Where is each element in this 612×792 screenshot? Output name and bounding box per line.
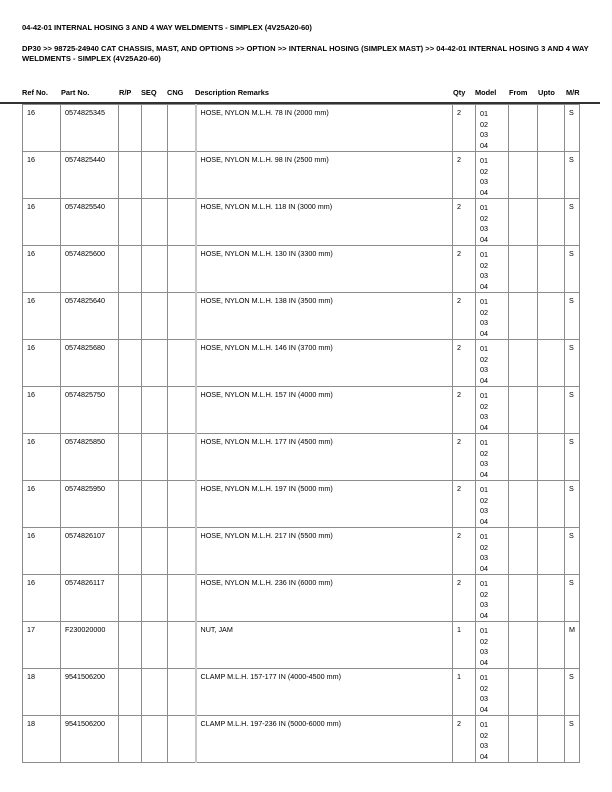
model-code: 04 bbox=[480, 187, 488, 197]
part-no-cell: 0574825640 bbox=[61, 293, 119, 340]
cng-cell bbox=[168, 622, 196, 669]
table-row bbox=[23, 716, 580, 763]
rp-cell bbox=[119, 105, 142, 152]
model-code: 01 bbox=[480, 297, 488, 306]
rp-cell bbox=[119, 199, 142, 246]
description-text: HOSE, NYLON M.L.H. 217 IN (5500 mm) bbox=[200, 531, 333, 540]
part-no-cell: 0574826107 bbox=[61, 528, 119, 575]
from-cell bbox=[509, 105, 538, 152]
rp-cell bbox=[119, 575, 142, 622]
model-code: 02 bbox=[480, 354, 488, 364]
model-cell bbox=[476, 340, 509, 387]
description-text: HOSE, NYLON M.L.H. 118 IN (3000 mm) bbox=[200, 202, 333, 211]
description-text: HOSE, NYLON M.L.H. 98 IN (2500 mm) bbox=[200, 155, 329, 164]
model-code: 03 bbox=[480, 365, 488, 374]
model-code: 04 bbox=[480, 751, 488, 761]
qty-cell: 2 bbox=[453, 152, 476, 199]
page-title: 04-42-01 INTERNAL HOSING 3 AND 4 WAY WELDMENTS - SIMPLEX (4V25A20-60) bbox=[22, 23, 312, 32]
model-code: 02 bbox=[480, 589, 488, 599]
ref-no-cell: 16 bbox=[23, 387, 61, 434]
description-cell bbox=[196, 481, 453, 528]
model-cell bbox=[476, 622, 509, 669]
model-cell bbox=[476, 716, 509, 763]
table-row bbox=[23, 575, 580, 622]
rp-cell bbox=[119, 669, 142, 716]
from-cell bbox=[509, 387, 538, 434]
table-row bbox=[23, 340, 580, 387]
cng-cell bbox=[168, 199, 196, 246]
model-code: 02 bbox=[480, 683, 488, 693]
from-cell bbox=[509, 669, 538, 716]
cng-cell bbox=[168, 105, 196, 152]
mr-cell: M bbox=[565, 622, 580, 669]
qty-cell: 2 bbox=[453, 199, 476, 246]
table-row bbox=[23, 152, 580, 199]
model-code: 01 bbox=[480, 156, 488, 165]
model-code: 03 bbox=[480, 318, 488, 327]
rp-cell bbox=[119, 716, 142, 763]
model-code: 01 bbox=[480, 438, 488, 447]
part-no-cell: 9541506200 bbox=[61, 669, 119, 716]
upto-cell bbox=[538, 481, 565, 528]
model-cell bbox=[476, 434, 509, 481]
table-row bbox=[23, 434, 580, 481]
model-code: 04 bbox=[480, 704, 488, 714]
upto-cell bbox=[538, 622, 565, 669]
model-cell bbox=[476, 105, 509, 152]
rp-cell bbox=[119, 434, 142, 481]
seq-cell bbox=[142, 434, 168, 481]
mr-cell: S bbox=[565, 481, 580, 528]
seq-cell bbox=[142, 481, 168, 528]
model-code: 04 bbox=[480, 657, 488, 667]
description-cell bbox=[196, 716, 453, 763]
upto-cell bbox=[538, 575, 565, 622]
model-code: 02 bbox=[480, 119, 488, 129]
model-code: 01 bbox=[480, 344, 488, 353]
mr-cell: S bbox=[565, 387, 580, 434]
description-text: HOSE, NYLON M.L.H. 197 IN (5000 mm) bbox=[200, 484, 333, 493]
seq-cell bbox=[142, 716, 168, 763]
upto-cell bbox=[538, 152, 565, 199]
model-code: 03 bbox=[480, 694, 488, 703]
model-code: 01 bbox=[480, 485, 488, 494]
upto-cell bbox=[538, 669, 565, 716]
qty-cell: 2 bbox=[453, 105, 476, 152]
from-cell bbox=[509, 293, 538, 340]
model-code: 02 bbox=[480, 260, 488, 270]
model-code: 04 bbox=[480, 328, 488, 338]
part-no-cell: 0574826117 bbox=[61, 575, 119, 622]
from-cell bbox=[509, 481, 538, 528]
description-cell bbox=[196, 528, 453, 575]
model-code: 03 bbox=[480, 130, 488, 139]
part-no-cell: 0574825850 bbox=[61, 434, 119, 481]
header-upto: Upto bbox=[538, 88, 555, 97]
model-code: 04 bbox=[480, 516, 488, 526]
qty-cell: 2 bbox=[453, 716, 476, 763]
model-code: 02 bbox=[480, 448, 488, 458]
model-code: 03 bbox=[480, 224, 488, 233]
part-no-cell: 0574825680 bbox=[61, 340, 119, 387]
header-rp: R/P bbox=[119, 88, 132, 97]
model-code: 04 bbox=[480, 610, 488, 620]
model-code: 03 bbox=[480, 553, 488, 562]
cng-cell bbox=[168, 293, 196, 340]
seq-cell bbox=[142, 246, 168, 293]
model-cell bbox=[476, 246, 509, 293]
description-cell bbox=[196, 199, 453, 246]
model-code: 01 bbox=[480, 673, 488, 682]
model-code: 03 bbox=[480, 459, 488, 468]
rp-cell bbox=[119, 481, 142, 528]
description-text: HOSE, NYLON M.L.H. 138 IN (3500 mm) bbox=[200, 296, 333, 305]
description-text: HOSE, NYLON M.L.H. 157 IN (4000 mm) bbox=[200, 390, 333, 399]
description-cell bbox=[196, 293, 453, 340]
model-code: 02 bbox=[480, 213, 488, 223]
model-code: 03 bbox=[480, 271, 488, 280]
rp-cell bbox=[119, 340, 142, 387]
qty-cell: 2 bbox=[453, 293, 476, 340]
mr-cell: S bbox=[565, 716, 580, 763]
model-code: 01 bbox=[480, 250, 488, 259]
model-code: 02 bbox=[480, 730, 488, 740]
description-text: HOSE, NYLON M.L.H. 130 IN (3300 mm) bbox=[200, 249, 333, 258]
mr-cell: S bbox=[565, 340, 580, 387]
description-cell bbox=[196, 622, 453, 669]
qty-cell: 2 bbox=[453, 340, 476, 387]
upto-cell bbox=[538, 199, 565, 246]
model-code: 04 bbox=[480, 140, 488, 150]
qty-cell: 2 bbox=[453, 387, 476, 434]
model-code: 02 bbox=[480, 401, 488, 411]
ref-no-cell: 16 bbox=[23, 434, 61, 481]
part-no-cell: 0574825440 bbox=[61, 152, 119, 199]
from-cell bbox=[509, 716, 538, 763]
seq-cell bbox=[142, 387, 168, 434]
description-cell bbox=[196, 669, 453, 716]
parts-table bbox=[22, 104, 580, 763]
table-row bbox=[23, 105, 580, 152]
header-description: Description Remarks bbox=[195, 88, 269, 97]
from-cell bbox=[509, 152, 538, 199]
header-ref-no: Ref No. bbox=[22, 88, 48, 97]
description-text: HOSE, NYLON M.L.H. 78 IN (2000 mm) bbox=[200, 108, 329, 117]
upto-cell bbox=[538, 528, 565, 575]
rp-cell bbox=[119, 528, 142, 575]
model-code: 02 bbox=[480, 307, 488, 317]
upto-cell bbox=[538, 387, 565, 434]
model-code: 01 bbox=[480, 579, 488, 588]
part-no-cell: 0574825600 bbox=[61, 246, 119, 293]
rp-cell bbox=[119, 246, 142, 293]
rp-cell bbox=[119, 387, 142, 434]
part-no-cell: 0574825540 bbox=[61, 199, 119, 246]
rp-cell bbox=[119, 152, 142, 199]
part-no-cell: 0574825750 bbox=[61, 387, 119, 434]
seq-cell bbox=[142, 340, 168, 387]
description-cell bbox=[196, 340, 453, 387]
ref-no-cell: 16 bbox=[23, 575, 61, 622]
ref-no-cell: 16 bbox=[23, 528, 61, 575]
ref-no-cell: 17 bbox=[23, 622, 61, 669]
model-code: 04 bbox=[480, 234, 488, 244]
cng-cell bbox=[168, 152, 196, 199]
part-no-cell: 0574825345 bbox=[61, 105, 119, 152]
qty-cell: 2 bbox=[453, 434, 476, 481]
mr-cell: S bbox=[565, 528, 580, 575]
cng-cell bbox=[168, 246, 196, 293]
from-cell bbox=[509, 622, 538, 669]
table-row bbox=[23, 293, 580, 340]
qty-cell: 2 bbox=[453, 246, 476, 293]
model-code: 01 bbox=[480, 720, 488, 729]
model-cell bbox=[476, 528, 509, 575]
qty-cell: 2 bbox=[453, 575, 476, 622]
rp-cell bbox=[119, 622, 142, 669]
model-code: 01 bbox=[480, 109, 488, 118]
ref-no-cell: 16 bbox=[23, 293, 61, 340]
description-cell bbox=[196, 575, 453, 622]
seq-cell bbox=[142, 105, 168, 152]
seq-cell bbox=[142, 152, 168, 199]
model-cell bbox=[476, 199, 509, 246]
model-code: 04 bbox=[480, 281, 488, 291]
table-header bbox=[0, 88, 612, 100]
model-code: 01 bbox=[480, 203, 488, 212]
part-no-cell: 0574825950 bbox=[61, 481, 119, 528]
cng-cell bbox=[168, 434, 196, 481]
model-cell bbox=[476, 669, 509, 716]
table-row bbox=[23, 669, 580, 716]
seq-cell bbox=[142, 293, 168, 340]
model-cell bbox=[476, 387, 509, 434]
cng-cell bbox=[168, 575, 196, 622]
mr-cell: S bbox=[565, 434, 580, 481]
from-cell bbox=[509, 434, 538, 481]
upto-cell bbox=[538, 434, 565, 481]
breadcrumb: DP30 >> 98725-24940 CAT CHASSIS, MAST, AND OPTIONS >> OPTION >> INTERNAL HOSING (SIMPLEX MAST) >> 04-42-01 INTERNAL HOSING 3 AND 4 WAY WELDMENTS - SIMPLEX (4V25A20-60) bbox=[22, 44, 589, 63]
ref-no-cell: 16 bbox=[23, 246, 61, 293]
from-cell bbox=[509, 199, 538, 246]
model-code: 04 bbox=[480, 469, 488, 479]
upto-cell bbox=[538, 293, 565, 340]
cng-cell bbox=[168, 528, 196, 575]
description-cell bbox=[196, 387, 453, 434]
qty-cell: 1 bbox=[453, 669, 476, 716]
mr-cell: S bbox=[565, 199, 580, 246]
description-cell bbox=[196, 246, 453, 293]
header-mr: M/R bbox=[566, 88, 580, 97]
model-cell bbox=[476, 152, 509, 199]
ref-no-cell: 18 bbox=[23, 669, 61, 716]
from-cell bbox=[509, 246, 538, 293]
cng-cell bbox=[168, 481, 196, 528]
description-cell bbox=[196, 434, 453, 481]
upto-cell bbox=[538, 716, 565, 763]
upto-cell bbox=[538, 246, 565, 293]
model-code: 01 bbox=[480, 626, 488, 635]
model-code: 01 bbox=[480, 391, 488, 400]
model-code: 02 bbox=[480, 542, 488, 552]
model-code: 02 bbox=[480, 636, 488, 646]
table-row bbox=[23, 387, 580, 434]
description-text: CLAMP M.L.H. 197-236 IN (5000-6000 mm) bbox=[200, 719, 341, 728]
ref-no-cell: 16 bbox=[23, 152, 61, 199]
qty-cell: 2 bbox=[453, 528, 476, 575]
from-cell bbox=[509, 575, 538, 622]
rp-cell bbox=[119, 293, 142, 340]
header-from: From bbox=[509, 88, 528, 97]
description-text: NUT, JAM bbox=[200, 625, 233, 634]
model-code: 02 bbox=[480, 166, 488, 176]
header-cng: CNG bbox=[167, 88, 184, 97]
upto-cell bbox=[538, 105, 565, 152]
mr-cell: S bbox=[565, 293, 580, 340]
upto-cell bbox=[538, 340, 565, 387]
model-code: 04 bbox=[480, 563, 488, 573]
model-cell bbox=[476, 575, 509, 622]
model-code: 04 bbox=[480, 375, 488, 385]
seq-cell bbox=[142, 575, 168, 622]
qty-cell: 2 bbox=[453, 481, 476, 528]
header-model: Model bbox=[475, 88, 497, 97]
table-row bbox=[23, 528, 580, 575]
qty-cell: 1 bbox=[453, 622, 476, 669]
cng-cell bbox=[168, 340, 196, 387]
model-cell bbox=[476, 293, 509, 340]
model-code: 03 bbox=[480, 741, 488, 750]
from-cell bbox=[509, 528, 538, 575]
description-cell bbox=[196, 105, 453, 152]
cng-cell bbox=[168, 387, 196, 434]
model-code: 03 bbox=[480, 506, 488, 515]
table-row bbox=[23, 481, 580, 528]
model-code: 04 bbox=[480, 422, 488, 432]
description-text: HOSE, NYLON M.L.H. 236 IN (6000 mm) bbox=[200, 578, 333, 587]
table-row bbox=[23, 622, 580, 669]
model-code: 01 bbox=[480, 532, 488, 541]
model-code: 03 bbox=[480, 647, 488, 656]
model-cell bbox=[476, 481, 509, 528]
ref-no-cell: 16 bbox=[23, 199, 61, 246]
mr-cell: S bbox=[565, 246, 580, 293]
header-part-no: Part No. bbox=[61, 88, 90, 97]
model-code: 02 bbox=[480, 495, 488, 505]
table-row bbox=[23, 199, 580, 246]
ref-no-cell: 16 bbox=[23, 340, 61, 387]
part-no-cell: F230020000 bbox=[61, 622, 119, 669]
model-code: 03 bbox=[480, 600, 488, 609]
seq-cell bbox=[142, 199, 168, 246]
seq-cell bbox=[142, 669, 168, 716]
cng-cell bbox=[168, 716, 196, 763]
from-cell bbox=[509, 340, 538, 387]
header-qty: Qty bbox=[453, 88, 466, 97]
ref-no-cell: 16 bbox=[23, 105, 61, 152]
model-code: 03 bbox=[480, 412, 488, 421]
mr-cell: S bbox=[565, 152, 580, 199]
description-text: CLAMP M.L.H. 157-177 IN (4000-4500 mm) bbox=[200, 672, 341, 681]
mr-cell: S bbox=[565, 575, 580, 622]
mr-cell: S bbox=[565, 105, 580, 152]
ref-no-cell: 18 bbox=[23, 716, 61, 763]
description-text: HOSE, NYLON M.L.H. 177 IN (4500 mm) bbox=[200, 437, 333, 446]
seq-cell bbox=[142, 622, 168, 669]
table-row bbox=[23, 246, 580, 293]
cng-cell bbox=[168, 669, 196, 716]
description-cell bbox=[196, 152, 453, 199]
ref-no-cell: 16 bbox=[23, 481, 61, 528]
description-text: HOSE, NYLON M.L.H. 146 IN (3700 mm) bbox=[200, 343, 333, 352]
mr-cell: S bbox=[565, 669, 580, 716]
seq-cell bbox=[142, 528, 168, 575]
model-code: 03 bbox=[480, 177, 488, 186]
part-no-cell: 9541506200 bbox=[61, 716, 119, 763]
header-seq: SEQ bbox=[141, 88, 157, 97]
